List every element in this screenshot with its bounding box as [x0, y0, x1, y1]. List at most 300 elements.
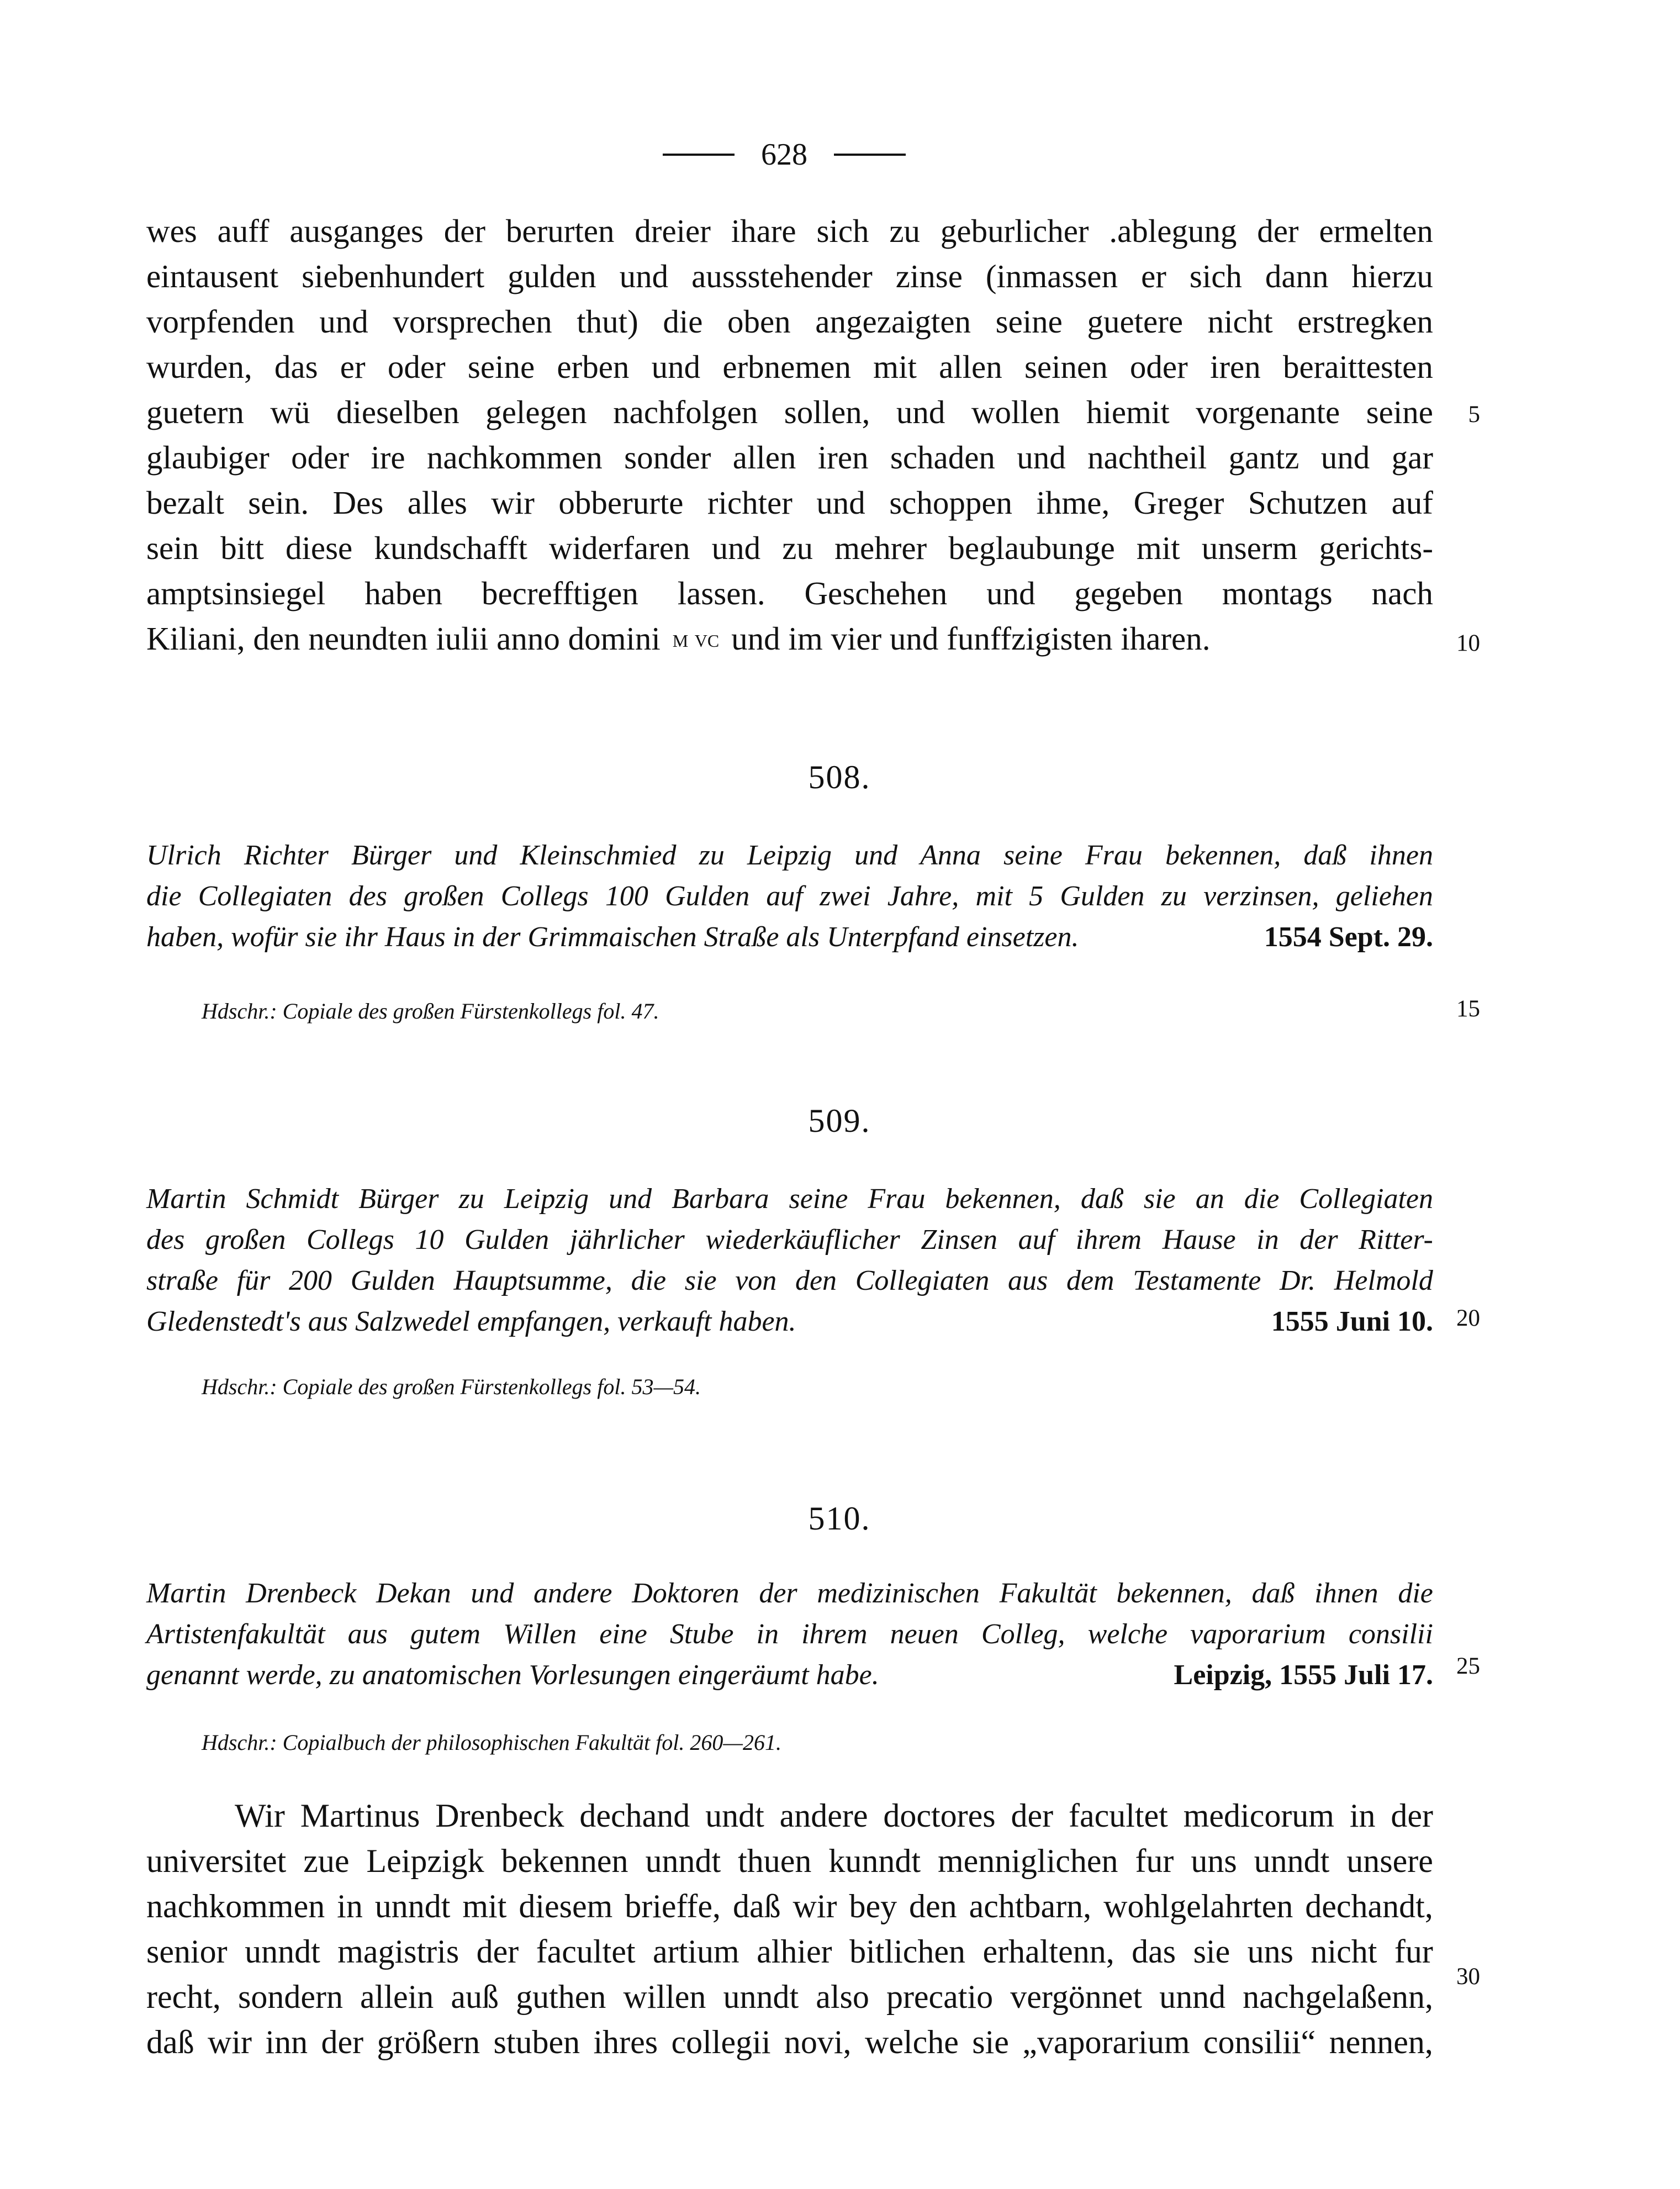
- word: bekennen,: [1165, 840, 1281, 871]
- word: erbnemen: [722, 349, 851, 385]
- word: alles: [407, 484, 467, 521]
- word: sollen,: [784, 394, 870, 430]
- word: dechand: [579, 1797, 690, 1834]
- word: stuben: [493, 2024, 580, 2060]
- word: consilii“: [1203, 2024, 1316, 2060]
- word: der: [759, 1578, 797, 1609]
- line-number-25: 25: [1456, 1653, 1480, 1679]
- word: die: [631, 1265, 667, 1296]
- word: eine: [599, 1618, 647, 1650]
- word: der: [1257, 213, 1299, 249]
- word: Martin: [146, 1578, 226, 1609]
- word: auf: [1391, 484, 1433, 521]
- word: Gulden: [665, 880, 750, 912]
- word: berurten: [505, 213, 615, 249]
- word: unserm: [1201, 530, 1298, 566]
- word: zwei: [820, 880, 871, 912]
- word: von: [735, 1265, 777, 1296]
- word: der: [321, 2024, 364, 2060]
- word: consilii: [1348, 1618, 1433, 1650]
- word: thuen: [738, 1843, 812, 1879]
- word: medizinischen: [817, 1578, 980, 1609]
- word: schoppen: [889, 484, 1013, 521]
- word: Frau: [868, 1183, 926, 1215]
- word: lassen.: [677, 575, 765, 611]
- word: nachkommen: [426, 439, 603, 476]
- text-line: [146, 571, 1433, 615]
- word: bitt: [220, 530, 264, 566]
- word: in: [1256, 1224, 1279, 1256]
- word: Fakultät: [999, 1578, 1097, 1609]
- word: bezalt: [146, 484, 224, 521]
- text-line: [146, 1260, 1433, 1301]
- word: zue: [303, 1843, 350, 1879]
- word: Drenbeck: [435, 1797, 564, 1834]
- word: der: [1391, 1797, 1433, 1834]
- word: Barbara: [672, 1183, 769, 1215]
- word: Collegiaten: [855, 1265, 990, 1296]
- word: beraittesten: [1282, 349, 1433, 385]
- word: Richter: [244, 840, 329, 871]
- word: artium: [653, 1933, 739, 1970]
- word: nachfolgen: [613, 394, 758, 430]
- word: seine: [1003, 840, 1063, 871]
- word: unsere: [1346, 1843, 1433, 1879]
- word: wir: [208, 2024, 252, 2060]
- text-line: [146, 876, 1433, 917]
- text-line: [146, 1793, 1433, 1838]
- word: jährlicher: [569, 1224, 685, 1256]
- word: dreier: [635, 213, 711, 249]
- word: unndt: [1254, 1843, 1330, 1879]
- word: allen: [939, 349, 1002, 385]
- word: glaubiger: [146, 439, 270, 476]
- word: nachtheil: [1087, 439, 1207, 476]
- word: wü: [270, 394, 310, 430]
- regest-last-line: [146, 917, 1433, 958]
- text-line: [146, 1838, 1433, 1884]
- word: precatio: [886, 1979, 994, 2015]
- document-number-508: 508.: [808, 759, 871, 795]
- word: nennen,: [1329, 2024, 1433, 2060]
- word: inn: [265, 2024, 308, 2060]
- word: allen: [732, 439, 796, 476]
- word: Gulden: [350, 1265, 435, 1296]
- word: in: [756, 1618, 779, 1650]
- word: nachgelaßenn,: [1243, 1979, 1433, 2015]
- text-line: [146, 1573, 1433, 1614]
- word: den: [909, 1888, 957, 1924]
- word: nicht: [1311, 1933, 1377, 1970]
- word: Helmold: [1334, 1265, 1433, 1296]
- word: unndt: [723, 1979, 799, 2015]
- word: geburlicher: [940, 213, 1089, 249]
- word: universitet: [146, 1843, 287, 1879]
- word: wes: [146, 213, 197, 249]
- document-date: 1555 Juni 10.: [1271, 1306, 1433, 1337]
- word: dann: [1265, 258, 1329, 294]
- line-number-5: 5: [1468, 402, 1480, 428]
- word: die: [663, 303, 703, 340]
- word: collegii: [671, 2024, 771, 2060]
- line-number-30: 30: [1456, 1964, 1480, 1990]
- word: das: [274, 349, 318, 385]
- word: Geschehen: [804, 575, 948, 611]
- word: erhaltenn,: [982, 1933, 1114, 1970]
- word: bekennen,: [945, 1183, 1061, 1215]
- text-line: [146, 390, 1433, 434]
- word: siebenhundert: [302, 258, 485, 294]
- word: seinen: [1024, 349, 1108, 385]
- regest-last-line: [146, 1655, 1433, 1696]
- regest-text: Gledenstedt's aus Salzwedel empfangen, verkauft haben.: [146, 1306, 796, 1337]
- text-line: [146, 435, 1433, 479]
- header-rule-left: [663, 154, 735, 156]
- word: die: [1398, 1578, 1433, 1609]
- word: die: [1244, 1183, 1280, 1215]
- word: ermelten: [1319, 213, 1433, 249]
- page-header: [635, 130, 933, 180]
- word: vaporarium: [1190, 1618, 1326, 1650]
- word: angezaigten: [815, 303, 971, 340]
- word: Testamente: [1133, 1265, 1261, 1296]
- word: sie: [1193, 1933, 1230, 1970]
- text-line-last: [146, 616, 1433, 661]
- word: und: [1017, 439, 1066, 476]
- word: bekennen,: [1116, 1578, 1232, 1609]
- word: straße: [146, 1265, 218, 1296]
- word: Leipzig: [504, 1183, 589, 1215]
- word: wir: [491, 484, 535, 521]
- word: haben: [364, 575, 443, 611]
- word: gerichts-: [1319, 530, 1433, 566]
- word: montags: [1222, 575, 1333, 611]
- word: verzinsen,: [1203, 880, 1319, 912]
- word: auf: [1018, 1224, 1055, 1256]
- word: Jahre,: [887, 880, 959, 912]
- word: nicht: [1207, 303, 1273, 340]
- word: ihnen: [1369, 840, 1433, 871]
- source-note-509: Hdschr.: Copiale des großen Fürstenkollegs fol. 53—54.: [202, 1374, 701, 1399]
- document-number-509: 509.: [808, 1103, 871, 1139]
- word: die: [146, 880, 182, 912]
- word: obberurte: [558, 484, 684, 521]
- word: Frau: [1085, 840, 1143, 871]
- word: wohlgelahrten: [1103, 1888, 1293, 1924]
- word: ihnen: [1314, 1578, 1378, 1609]
- word: daß: [1303, 840, 1347, 871]
- word: sie: [684, 1265, 717, 1296]
- word: großen: [205, 1224, 286, 1256]
- word: und: [854, 840, 898, 871]
- word: 100: [605, 880, 648, 912]
- word: an: [1195, 1183, 1224, 1215]
- word: Dekan: [376, 1578, 451, 1609]
- word: Collegiaten: [198, 880, 332, 912]
- word: und: [816, 484, 865, 521]
- word: unndt: [374, 1888, 451, 1924]
- word: Ritter-: [1359, 1224, 1433, 1256]
- word: Greger: [1133, 484, 1224, 521]
- word: fur: [1135, 1843, 1174, 1879]
- text-line: [146, 1929, 1433, 1974]
- word: Leipzigk: [366, 1843, 484, 1879]
- word: Gulden: [464, 1224, 550, 1256]
- word: mit: [462, 1888, 507, 1924]
- word: geliehen: [1335, 880, 1433, 912]
- word: Leipzig: [747, 840, 832, 871]
- word: Bürger: [351, 840, 432, 871]
- document-number-510: 510.: [808, 1500, 871, 1537]
- word: undt: [705, 1797, 764, 1834]
- word: Willen: [503, 1618, 577, 1650]
- word: sein: [146, 530, 199, 566]
- word: novi,: [784, 2024, 852, 2060]
- word: seine: [1366, 394, 1433, 430]
- word: ihare: [731, 213, 796, 249]
- word: vorpfenden: [146, 303, 295, 340]
- word: welche: [1087, 1618, 1168, 1650]
- word: guetern: [146, 394, 244, 430]
- word: iren: [1209, 349, 1261, 385]
- word: er: [340, 349, 366, 385]
- word: Schmidt: [246, 1183, 339, 1215]
- word: bey: [849, 1888, 897, 1924]
- word: auff: [217, 213, 270, 249]
- word: gulden: [508, 258, 596, 294]
- word: Hause: [1162, 1224, 1236, 1256]
- word: Bürger: [358, 1183, 439, 1215]
- line-number-10: 10: [1456, 630, 1480, 656]
- word: und: [896, 394, 945, 430]
- word: zu: [889, 213, 921, 249]
- text-line: [146, 345, 1433, 389]
- word: willen: [623, 1979, 706, 2015]
- word: Colleg,: [981, 1618, 1065, 1650]
- word: zu: [1161, 880, 1187, 912]
- text-line: [146, 2019, 1433, 2065]
- word: Kleinschmied: [520, 840, 677, 871]
- word: uns: [1191, 1843, 1237, 1879]
- source-note-510: Hdschr.: Copialbuch der philosophischen Fakultät fol. 260—261.: [202, 1730, 781, 1755]
- word: unnd: [1159, 1979, 1226, 2015]
- word: er: [1141, 258, 1166, 294]
- word: sonder: [624, 439, 711, 476]
- word: iren: [817, 439, 869, 476]
- word: 10: [415, 1224, 444, 1256]
- word: Dr.: [1280, 1265, 1316, 1296]
- text-line: [146, 299, 1433, 344]
- word: bitlichen: [849, 1933, 966, 1970]
- word: und: [471, 1578, 514, 1609]
- line-number-20: 20: [1456, 1305, 1480, 1331]
- word: und: [986, 575, 1036, 611]
- document-date: Leipzig, 1555 Juli 17.: [1174, 1659, 1433, 1691]
- word: gantz: [1228, 439, 1299, 476]
- word: und: [651, 349, 701, 385]
- word: dechandt,: [1305, 1888, 1433, 1924]
- word: Drenbeck: [246, 1578, 357, 1609]
- word: 200: [289, 1265, 332, 1296]
- text-line: [146, 526, 1433, 570]
- word: Martin: [146, 1183, 226, 1215]
- word: hierzu: [1351, 258, 1433, 294]
- word: daß: [1080, 1183, 1124, 1215]
- word: neuen: [890, 1618, 959, 1650]
- word: größern: [377, 2024, 480, 2060]
- word: uns: [1247, 1933, 1294, 1970]
- word: wiederkäuflicher: [705, 1224, 900, 1256]
- word: Artistenfakultät: [146, 1618, 325, 1650]
- text-line: [146, 1220, 1433, 1260]
- text-line: [146, 1974, 1433, 2019]
- word: (inmassen: [985, 258, 1118, 294]
- word: sie: [1143, 1183, 1176, 1215]
- text-segment: Kiliani, den neundten iulii anno domini: [146, 620, 661, 657]
- word: widerfaren: [549, 530, 690, 566]
- word: oder: [1129, 349, 1188, 385]
- word: sich: [1189, 258, 1242, 294]
- word: andere: [779, 1797, 868, 1834]
- regest-text: haben, wofür sie ihr Haus in der Grimmaischen Straße als Unterpfand einsetzen.: [146, 921, 1079, 953]
- word: Schutzen: [1248, 484, 1368, 521]
- word: dem: [1066, 1265, 1114, 1296]
- word: kundschafft: [374, 530, 527, 566]
- word: sich: [816, 213, 869, 249]
- word: unndt: [245, 1933, 320, 1970]
- word: auf: [766, 880, 803, 912]
- word: und: [454, 840, 498, 871]
- word: das: [1132, 1933, 1176, 1970]
- word: mit: [873, 349, 917, 385]
- word: Doktoren: [632, 1578, 739, 1609]
- word: guetere: [1087, 303, 1184, 340]
- text-line: [146, 1179, 1433, 1220]
- word: erstregken: [1297, 303, 1433, 340]
- word: vorgenante: [1196, 394, 1340, 430]
- word: schaden: [890, 439, 995, 476]
- word: aus: [1008, 1265, 1048, 1296]
- roman-numeral-date: m vc: [672, 624, 720, 652]
- word: mit: [1136, 530, 1180, 566]
- word: daß: [1251, 1578, 1295, 1609]
- word: wollen: [971, 394, 1060, 430]
- word: diese: [286, 530, 353, 566]
- word: erben: [557, 349, 630, 385]
- word: ire: [371, 439, 405, 476]
- word: diesem: [519, 1888, 613, 1924]
- word: magistris: [337, 1933, 459, 1970]
- word: aus: [347, 1618, 388, 1650]
- word: Hauptsumme,: [453, 1265, 612, 1296]
- word: nach: [1371, 575, 1433, 611]
- word: seine: [995, 303, 1063, 340]
- word: richter: [707, 484, 793, 521]
- word: sie: [972, 2024, 1009, 2060]
- word: medicorum: [1183, 1797, 1334, 1834]
- word: vorsprechen: [393, 303, 552, 340]
- word: zu: [782, 530, 813, 566]
- word: in: [1349, 1797, 1376, 1834]
- word: in: [337, 1888, 363, 1924]
- text-line: [146, 481, 1433, 525]
- word: kunndt: [828, 1843, 921, 1879]
- word: facultet: [1068, 1797, 1168, 1834]
- text-line: [146, 1614, 1433, 1655]
- word: also: [816, 1979, 869, 2015]
- word: brieffe,: [625, 1888, 721, 1924]
- word: gelegen: [485, 394, 587, 430]
- page-number: 628: [761, 138, 807, 172]
- word: großen: [404, 880, 484, 912]
- word: ausganges: [289, 213, 424, 249]
- word: wir: [793, 1888, 837, 1924]
- word: alhier: [757, 1933, 832, 1970]
- word: Ulrich: [146, 840, 221, 871]
- word: mehrer: [834, 530, 927, 566]
- text-segment: und im vier und funffzigisten iharen.: [731, 620, 1211, 657]
- word: dieselben: [336, 394, 459, 430]
- word: welche: [864, 2024, 959, 2060]
- word: zu: [458, 1183, 484, 1215]
- word: .ablegung: [1109, 213, 1237, 249]
- word: ihrem: [1075, 1224, 1142, 1256]
- word: des: [146, 1224, 185, 1256]
- word: mit: [975, 880, 1012, 912]
- word: und: [319, 303, 368, 340]
- text-line: [146, 1884, 1433, 1929]
- word: nachkommen: [146, 1888, 325, 1924]
- word: allein: [360, 1979, 434, 2015]
- word: sein.: [248, 484, 309, 521]
- source-note-508: Hdschr.: Copiale des großen Fürstenkollegs fol. 47.: [202, 999, 659, 1024]
- word: gegeben: [1074, 575, 1183, 611]
- word: der: [443, 213, 486, 249]
- word: und: [609, 1183, 652, 1215]
- word: Collegiaten: [1299, 1183, 1433, 1215]
- document-date: 1554 Sept. 29.: [1264, 921, 1433, 953]
- text-line: [146, 835, 1433, 876]
- word: Martinus: [300, 1797, 420, 1834]
- word: Anna: [920, 840, 981, 871]
- word: Collegs: [306, 1224, 394, 1256]
- word: achtbarn,: [969, 1888, 1092, 1924]
- word: aussstehender: [691, 258, 873, 294]
- word: sondern: [237, 1979, 343, 2015]
- word: Des: [332, 484, 384, 521]
- header-rule-right: [834, 154, 906, 156]
- word: daß: [732, 1888, 781, 1924]
- word: der: [476, 1933, 519, 1970]
- word: ihres: [593, 2024, 658, 2060]
- word: gar: [1391, 439, 1433, 476]
- word: seine: [467, 349, 535, 385]
- word: ihrem: [801, 1618, 868, 1650]
- word: zinse: [895, 258, 963, 294]
- word: daß: [146, 2024, 194, 2060]
- word: thut): [577, 303, 638, 340]
- word: recht,: [146, 1979, 221, 2015]
- word: und: [1320, 439, 1370, 476]
- word: auß: [451, 1979, 499, 2015]
- word: facultet: [536, 1933, 636, 1970]
- word: und: [711, 530, 761, 566]
- word: guthen: [516, 1979, 606, 2015]
- text-line: [146, 209, 1433, 253]
- word: des: [348, 880, 387, 912]
- word: „vaporarium: [1022, 2024, 1190, 2060]
- line-number-15: 15: [1456, 996, 1480, 1022]
